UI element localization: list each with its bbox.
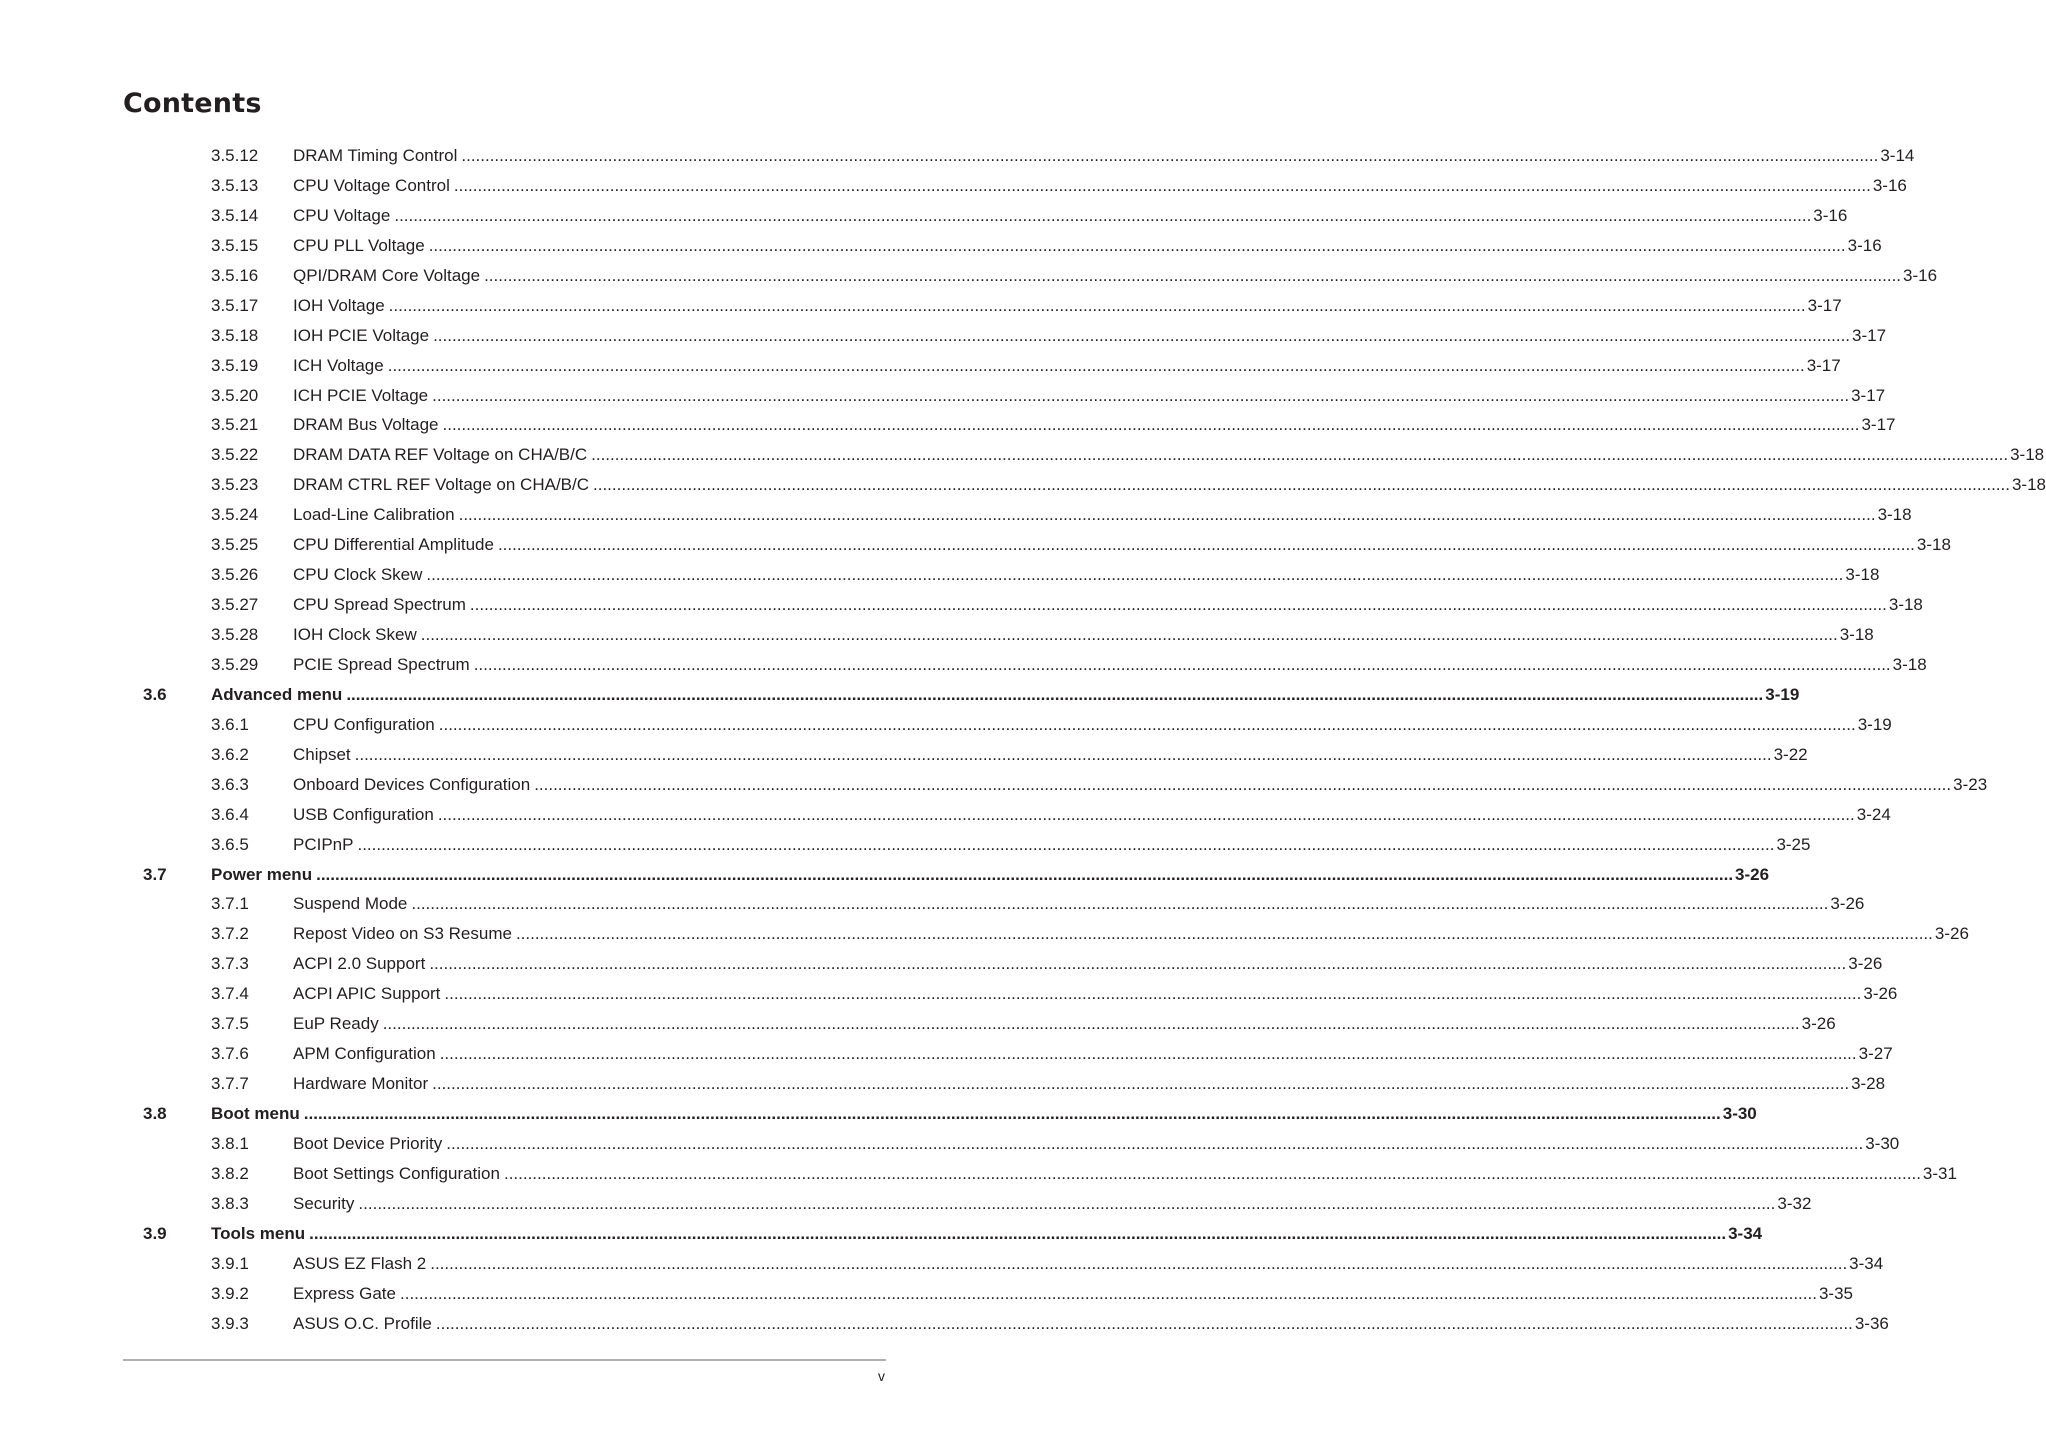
toc-entry-number: 3.5.26 bbox=[211, 565, 259, 585]
toc-entry-title: Boot menu bbox=[211, 1104, 300, 1123]
dot-leader: ............................................................................................................................................................................................................................................................................................................ bbox=[358, 1193, 1776, 1213]
toc-section-row[interactable] bbox=[0, 1219, 1763, 1249]
toc-entry bbox=[293, 445, 2045, 465]
toc-entry bbox=[293, 744, 1808, 765]
toc-entry-title: Onboard Devices Configuration bbox=[293, 774, 531, 794]
toc-section-row[interactable] bbox=[0, 680, 1800, 710]
dot-leader: ............................................................................................................................................................................................................................................................................................................ bbox=[394, 205, 1812, 225]
toc-entry-title: Security bbox=[293, 1193, 355, 1213]
toc-entry-page: 3-22 bbox=[1773, 744, 1808, 764]
dot-leader: ............................................................................................................................................................................................................................................................................................................ bbox=[461, 146, 1879, 165]
dot-leader: ............................................................................................................................................................................................................................................................................................................ bbox=[469, 595, 1887, 615]
toc-entry-page: 3-27 bbox=[1858, 1044, 1893, 1064]
toc-entry-page: 3-18 bbox=[2010, 445, 2045, 465]
toc-entry-page: 3-16 bbox=[1847, 235, 1882, 255]
toc-entry-number: 3.8.3 bbox=[211, 1193, 249, 1213]
toc-entry bbox=[293, 804, 1891, 825]
toc-entry-number: 3.7.2 bbox=[211, 924, 249, 944]
toc-entry-page: 3-32 bbox=[1777, 1193, 1812, 1213]
toc-entry-number: 3.8.2 bbox=[211, 1163, 249, 1183]
toc-subsection-row[interactable] bbox=[0, 1309, 1889, 1339]
toc-entry-page: 3-26 bbox=[1863, 984, 1898, 1004]
dot-leader: ............................................................................................................................................................................................................................................................................................................ bbox=[429, 954, 1847, 974]
toc-entry-page: 3-19 bbox=[1765, 684, 1800, 704]
toc-subsection-row[interactable] bbox=[0, 500, 1912, 530]
toc-entry bbox=[293, 654, 1927, 675]
toc-entry-title: DRAM DATA REF Voltage on CHA/B/C bbox=[293, 445, 588, 465]
toc-entry-number: 3.6.1 bbox=[211, 714, 249, 734]
toc-entry-page: 3-18 bbox=[1845, 565, 1880, 585]
toc-subsection-row[interactable] bbox=[0, 261, 1938, 291]
toc-entry-number: 3.9.1 bbox=[211, 1253, 249, 1273]
toc-entry bbox=[293, 535, 1951, 555]
dot-leader: ............................................................................................................................................................................................................................................................................................................ bbox=[387, 355, 1805, 375]
footer-divider bbox=[123, 1359, 886, 1361]
toc-entry-title: QPI/DRAM Core Voltage bbox=[293, 265, 481, 285]
toc-entry bbox=[293, 984, 1898, 1004]
toc-subsection-row[interactable] bbox=[0, 1129, 1900, 1159]
toc-subsection-row[interactable] bbox=[0, 1159, 1957, 1189]
toc-entry-number: 3.5.24 bbox=[211, 505, 259, 525]
toc-subsection-row[interactable] bbox=[0, 530, 1951, 560]
toc-entry bbox=[293, 385, 1886, 406]
toc-entry bbox=[211, 1104, 1757, 1124]
dot-leader: ............................................................................................................................................................................................................................................................................................................ bbox=[484, 265, 1902, 285]
toc-entry-title: PCIPnP bbox=[293, 834, 354, 854]
toc-entry-number: 3.7.3 bbox=[211, 954, 249, 974]
toc-entry-page: 3-18 bbox=[1839, 625, 1874, 644]
dot-leader: ............................................................................................................................................................................................................................................................................................................ bbox=[497, 535, 1915, 555]
toc-entry-number: 3.7.7 bbox=[211, 1074, 249, 1094]
dot-leader: ............................................................................................................................................................................................................................................................................................................ bbox=[473, 654, 1891, 674]
toc-entry bbox=[293, 505, 1912, 525]
dot-leader: ............................................................................................................................................................................................................................................................................................................ bbox=[437, 804, 1855, 824]
dot-leader: ............................................................................................................................................................................................................................................................................................................ bbox=[593, 475, 2010, 495]
toc-entry-title: CPU Voltage Control bbox=[293, 175, 450, 195]
toc-entry-page: 3-18 bbox=[1916, 535, 1951, 555]
toc-subsection-row[interactable] bbox=[0, 650, 1927, 680]
toc-entry-title: CPU Clock Skew bbox=[293, 565, 423, 585]
dot-leader: ............................................................................................................................................................................................................................................................................................................ bbox=[591, 445, 2009, 465]
toc-entry-number: 3.6.2 bbox=[211, 744, 249, 764]
toc-entry-number: 3.8 bbox=[143, 1104, 167, 1123]
toc-entry-number: 3.5.17 bbox=[211, 295, 259, 315]
toc-entry bbox=[293, 325, 1887, 346]
toc-entry-page: 3-16 bbox=[1813, 205, 1848, 225]
toc-entry-title: Boot Settings Configuration bbox=[293, 1163, 500, 1183]
toc-entry bbox=[293, 1313, 1889, 1334]
dot-leader: ............................................................................................................................................................................................................................................................................................................ bbox=[388, 295, 1806, 315]
dot-leader: ............................................................................................................................................................................................................................................................................................................ bbox=[316, 864, 1734, 884]
toc-entry-number: 3.5.20 bbox=[211, 385, 259, 405]
dot-leader: ............................................................................................................................................................................................................................................................................................................ bbox=[444, 984, 1862, 1004]
toc-entry-page: 3-26 bbox=[1830, 894, 1865, 914]
toc-entry-title: Advanced menu bbox=[211, 684, 343, 704]
toc-entry bbox=[211, 684, 1800, 705]
toc-entry-number: 3.9.3 bbox=[211, 1313, 249, 1333]
toc-subsection-row[interactable] bbox=[0, 171, 1907, 201]
toc-entry-number: 3.6.5 bbox=[211, 834, 249, 854]
toc-subsection-row[interactable] bbox=[0, 770, 1988, 800]
toc-entry-number: 3.7.4 bbox=[211, 984, 249, 1004]
toc-entry bbox=[293, 205, 1848, 226]
toc-entry bbox=[293, 954, 1883, 974]
dot-leader: ............................................................................................................................................................................................................................................................................................................ bbox=[354, 744, 1772, 764]
dot-leader: ............................................................................................................................................................................................................................................................................................................ bbox=[382, 1014, 1800, 1034]
dot-leader: ............................................................................................................................................................................................................................................................................................................ bbox=[446, 1133, 1864, 1153]
toc-subsection-row[interactable] bbox=[0, 1189, 1812, 1219]
toc-entry-number: 3.5.19 bbox=[211, 355, 259, 375]
toc-entry-title: USB Configuration bbox=[293, 804, 434, 824]
toc-entry-page: 3-34 bbox=[1728, 1223, 1763, 1243]
toc-subsection-row[interactable] bbox=[0, 740, 1808, 770]
dot-leader: ............................................................................................................................................................................................................................................................................................................ bbox=[309, 1223, 1727, 1243]
toc-entry-title: Suspend Mode bbox=[293, 894, 408, 914]
toc-entry-number: 3.9 bbox=[143, 1223, 167, 1243]
toc-subsection-row[interactable] bbox=[0, 919, 1969, 949]
toc-subsection-row[interactable] bbox=[0, 800, 1891, 830]
toc-subsection-row[interactable] bbox=[0, 1009, 1836, 1039]
toc-entry-title: Load-Line Calibration bbox=[293, 505, 455, 525]
toc-entry-page: 3-36 bbox=[1854, 1313, 1889, 1333]
toc-entry-number: 3.7 bbox=[143, 864, 167, 884]
toc-entry bbox=[293, 175, 1907, 196]
dot-leader: ............................................................................................................................................................................................................................................................................................................ bbox=[433, 325, 1851, 345]
toc-entry-page: 3-26 bbox=[1934, 924, 1969, 944]
toc-entry bbox=[293, 146, 1915, 166]
toc-entry-title: ICH PCIE Voltage bbox=[293, 385, 429, 405]
toc-subsection-row[interactable] bbox=[0, 830, 1811, 860]
toc-entry-number: 3.5.27 bbox=[211, 595, 259, 615]
toc-entry-page: 3-18 bbox=[1877, 505, 1912, 525]
toc-subsection-row[interactable] bbox=[0, 620, 1874, 650]
toc-subsection-row[interactable] bbox=[0, 381, 1886, 411]
toc-entry-page: 3-17 bbox=[1851, 385, 1886, 405]
toc-entry-title: CPU Voltage bbox=[293, 205, 391, 225]
toc-entry bbox=[293, 625, 1874, 645]
page-number: v bbox=[878, 1368, 885, 1384]
toc-entry-title: Tools menu bbox=[211, 1223, 306, 1243]
toc-entry-page: 3-17 bbox=[1806, 355, 1841, 375]
toc-entry bbox=[293, 1133, 1900, 1154]
toc-entry bbox=[211, 1223, 1763, 1244]
toc-entry-title: CPU Configuration bbox=[293, 714, 435, 734]
toc-entry-number: 3.7.5 bbox=[211, 1014, 249, 1034]
toc-entry-number: 3.7.6 bbox=[211, 1044, 249, 1064]
toc-subsection-row[interactable] bbox=[0, 410, 1896, 440]
toc-subsection-row[interactable] bbox=[0, 440, 2045, 470]
toc-entry bbox=[293, 1253, 1884, 1274]
toc-entry-title: CPU Spread Spectrum bbox=[293, 595, 466, 615]
toc-subsection-row[interactable] bbox=[0, 291, 1842, 321]
toc-entry-page: 3-18 bbox=[1892, 654, 1927, 674]
toc-entry bbox=[293, 475, 2046, 495]
toc-entry-number: 3.5.28 bbox=[211, 625, 259, 644]
toc-entry-number: 3.5.15 bbox=[211, 235, 259, 255]
toc-entry-page: 3-28 bbox=[1851, 1074, 1886, 1094]
dot-leader: ............................................................................................................................................................................................................................................................................................................ bbox=[534, 774, 1952, 794]
dot-leader: ............................................................................................................................................................................................................................................................................................................ bbox=[428, 235, 1846, 255]
toc-entry bbox=[293, 595, 1923, 615]
dot-leader: ............................................................................................................................................................................................................................................................................................................ bbox=[458, 505, 1876, 525]
toc-entry-title: Chipset bbox=[293, 744, 351, 764]
toc-entry-page: 3-18 bbox=[2011, 475, 2046, 495]
toc-entry-page: 3-30 bbox=[1722, 1104, 1757, 1123]
toc-entry-number: 3.6 bbox=[143, 684, 167, 704]
toc-entry bbox=[293, 235, 1882, 256]
toc-entry-page: 3-24 bbox=[1856, 804, 1891, 824]
toc-entry bbox=[293, 894, 1865, 914]
toc-entry-title: ASUS EZ Flash 2 bbox=[293, 1253, 427, 1273]
toc-entry-page: 3-17 bbox=[1807, 295, 1842, 315]
toc-entry-title: IOH Voltage bbox=[293, 295, 385, 315]
toc-entry bbox=[293, 774, 1988, 795]
dot-leader: ............................................................................................................................................................................................................................................................................................................ bbox=[357, 834, 1775, 854]
toc-subsection-row[interactable] bbox=[0, 141, 1915, 171]
toc-entry-title: Express Gate bbox=[293, 1283, 396, 1303]
toc-entry-number: 3.5.29 bbox=[211, 654, 259, 674]
toc-entry-page: 3-30 bbox=[1865, 1133, 1900, 1153]
toc-section-row[interactable] bbox=[0, 1099, 1757, 1129]
dot-leader: ............................................................................................................................................................................................................................................................................................................ bbox=[438, 714, 1856, 734]
table-of-contents bbox=[0, 141, 2046, 1339]
dot-leader: ............................................................................................................................................................................................................................................................................................................ bbox=[411, 894, 1829, 914]
toc-entry bbox=[293, 834, 1811, 855]
toc-subsection-row[interactable] bbox=[0, 1039, 1893, 1069]
toc-entry-title: Boot Device Priority bbox=[293, 1133, 443, 1153]
toc-entry-number: 3.9.2 bbox=[211, 1283, 249, 1303]
toc-entry bbox=[293, 714, 1892, 735]
toc-entry bbox=[293, 1044, 1893, 1064]
toc-entry-title: CPU Differential Amplitude bbox=[293, 535, 494, 555]
toc-entry-title: PCIE Spread Spectrum bbox=[293, 654, 470, 674]
toc-entry-page: 3-26 bbox=[1801, 1014, 1836, 1034]
toc-entry-number: 3.5.18 bbox=[211, 325, 259, 345]
toc-subsection-row[interactable] bbox=[0, 321, 1887, 351]
toc-entry-number: 3.5.23 bbox=[211, 475, 259, 495]
toc-entry-title: Repost Video on S3 Resume bbox=[293, 924, 512, 944]
toc-entry-number: 3.5.12 bbox=[211, 146, 259, 165]
toc-entry bbox=[293, 295, 1842, 316]
toc-subsection-row[interactable] bbox=[0, 351, 1841, 381]
toc-entry-page: 3-19 bbox=[1857, 714, 1892, 734]
toc-subsection-row[interactable] bbox=[0, 1069, 1886, 1099]
dot-leader: ............................................................................................................................................................................................................................................................................................................ bbox=[426, 565, 1844, 585]
toc-entry-number: 3.5.25 bbox=[211, 535, 259, 555]
toc-entry-title: ASUS O.C. Profile bbox=[293, 1313, 432, 1333]
toc-entry-title: Hardware Monitor bbox=[293, 1074, 429, 1094]
dot-leader: ............................................................................................................................................................................................................................................................................................................ bbox=[442, 415, 1860, 435]
toc-entry-title: IOH PCIE Voltage bbox=[293, 325, 430, 345]
toc-entry-title: IOH Clock Skew bbox=[293, 625, 417, 644]
toc-subsection-row[interactable] bbox=[0, 889, 1865, 919]
dot-leader: ............................................................................................................................................................................................................................................................................................................ bbox=[420, 625, 1838, 644]
toc-subsection-row[interactable] bbox=[0, 1279, 1853, 1309]
toc-entry bbox=[293, 1163, 1957, 1184]
toc-subsection-row[interactable] bbox=[0, 231, 1882, 261]
toc-entry bbox=[293, 1014, 1836, 1034]
toc-entry-page: 3-34 bbox=[1849, 1253, 1884, 1273]
toc-entry-number: 3.5.14 bbox=[211, 205, 259, 225]
toc-entry-page: 3-17 bbox=[1852, 325, 1887, 345]
page-title: Contents bbox=[123, 88, 262, 119]
toc-entry bbox=[211, 864, 1770, 885]
toc-subsection-row[interactable] bbox=[0, 710, 1892, 740]
toc-entry bbox=[293, 565, 1880, 585]
toc-entry bbox=[293, 1283, 1853, 1304]
dot-leader: ............................................................................................................................................................................................................................................................................................................ bbox=[400, 1283, 1817, 1303]
toc-entry bbox=[293, 415, 1896, 435]
toc-entry-title: ICH Voltage bbox=[293, 355, 384, 375]
dot-leader: ............................................................................................................................................................................................................................................................................................................ bbox=[439, 1044, 1857, 1064]
toc-entry-number: 3.5.13 bbox=[211, 175, 259, 195]
toc-subsection-row[interactable] bbox=[0, 979, 1898, 1009]
toc-entry-page: 3-31 bbox=[1922, 1163, 1957, 1183]
toc-entry-title: CPU PLL Voltage bbox=[293, 235, 425, 255]
toc-subsection-row[interactable] bbox=[0, 470, 2046, 500]
toc-entry bbox=[293, 924, 1969, 944]
dot-leader: ............................................................................................................................................................................................................................................................................................................ bbox=[453, 175, 1871, 195]
dot-leader: ............................................................................................................................................................................................................................................................................................................ bbox=[346, 684, 1764, 704]
toc-subsection-row[interactable] bbox=[0, 1249, 1884, 1279]
toc-subsection-row[interactable] bbox=[0, 560, 1880, 590]
toc-entry-page: 3-26 bbox=[1848, 954, 1883, 974]
toc-entry-title: DRAM Timing Control bbox=[293, 146, 458, 165]
toc-entry bbox=[293, 1193, 1812, 1214]
dot-leader: ............................................................................................................................................................................................................................................................................................................ bbox=[515, 924, 1933, 944]
toc-entry-number: 3.5.21 bbox=[211, 415, 259, 435]
toc-entry-page: 3-35 bbox=[1818, 1283, 1853, 1303]
toc-entry-page: 3-17 bbox=[1861, 415, 1896, 435]
toc-entry-number: 3.6.3 bbox=[211, 774, 249, 794]
toc-entry bbox=[293, 265, 1938, 286]
toc-entry bbox=[293, 1074, 1886, 1094]
dot-leader: ............................................................................................................................................................................................................................................................................................................ bbox=[430, 1253, 1848, 1273]
toc-entry-number: 3.5.16 bbox=[211, 265, 259, 285]
toc-entry-page: 3-23 bbox=[1953, 774, 1988, 794]
toc-subsection-row[interactable] bbox=[0, 201, 1848, 231]
toc-entry-title: DRAM Bus Voltage bbox=[293, 415, 439, 435]
dot-leader: ............................................................................................................................................................................................................................................................................................................ bbox=[303, 1104, 1721, 1123]
toc-entry-number: 3.6.4 bbox=[211, 804, 249, 824]
dot-leader: ............................................................................................................................................................................................................................................................................................................ bbox=[503, 1163, 1921, 1183]
dot-leader: ............................................................................................................................................................................................................................................................................................................ bbox=[432, 385, 1850, 405]
toc-entry-page: 3-16 bbox=[1872, 175, 1907, 195]
toc-entry-title: EuP Ready bbox=[293, 1014, 379, 1034]
toc-entry-number: 3.5.22 bbox=[211, 445, 259, 465]
toc-entry-page: 3-16 bbox=[1903, 265, 1938, 285]
toc-entry-page: 3-26 bbox=[1735, 864, 1770, 884]
toc-entry-title: Power menu bbox=[211, 864, 313, 884]
toc-subsection-row[interactable] bbox=[0, 590, 1923, 620]
toc-entry-title: ACPI APIC Support bbox=[293, 984, 441, 1004]
toc-entry bbox=[293, 355, 1841, 376]
toc-entry-page: 3-18 bbox=[1888, 595, 1923, 615]
toc-subsection-row[interactable] bbox=[0, 949, 1883, 979]
dot-leader: ............................................................................................................................................................................................................................................................................................................ bbox=[432, 1074, 1850, 1094]
toc-entry-title: DRAM CTRL REF Voltage on CHA/B/C bbox=[293, 475, 590, 495]
toc-entry-number: 3.7.1 bbox=[211, 894, 249, 914]
dot-leader: ............................................................................................................................................................................................................................................................................................................ bbox=[435, 1313, 1853, 1333]
toc-entry-page: 3-25 bbox=[1776, 834, 1811, 854]
toc-entry-number: 3.8.1 bbox=[211, 1133, 249, 1153]
toc-section-row[interactable] bbox=[0, 860, 1770, 890]
toc-entry-title: APM Configuration bbox=[293, 1044, 436, 1064]
toc-entry-title: ACPI 2.0 Support bbox=[293, 954, 426, 974]
toc-entry-page: 3-14 bbox=[1880, 146, 1915, 165]
